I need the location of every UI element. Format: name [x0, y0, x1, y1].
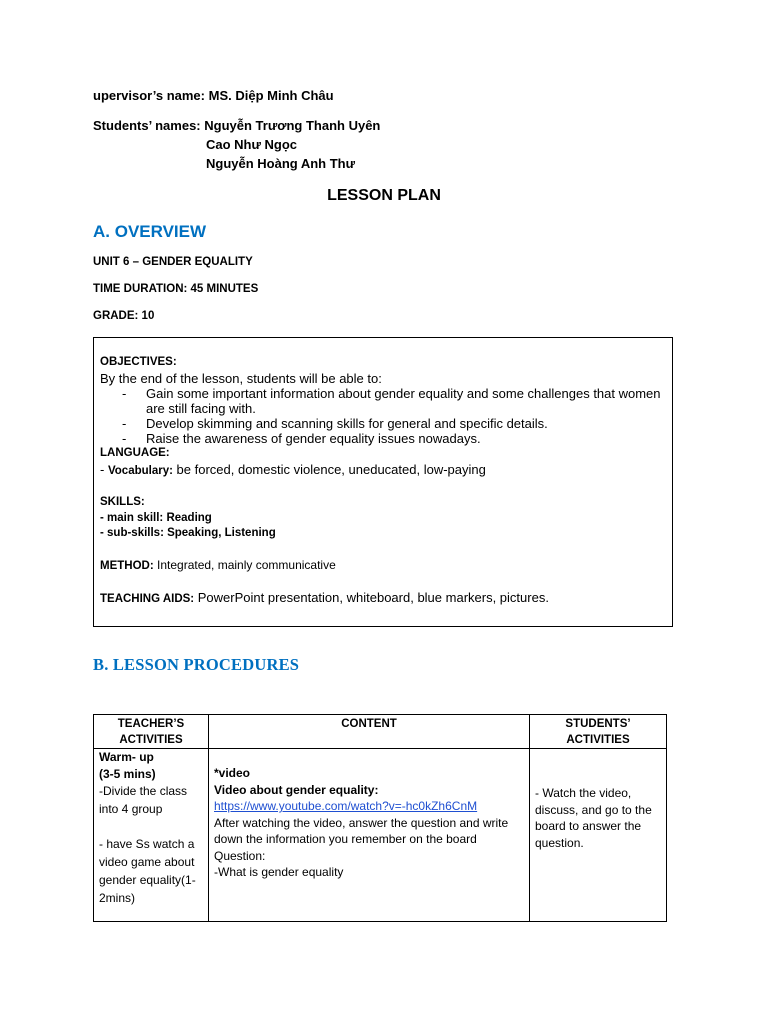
unit-label: UNIT 6 – GENDER EQUALITY	[93, 256, 253, 268]
header-teacher-activities: TEACHER’S ACTIVITIES	[94, 715, 209, 749]
objectives-intro: By the end of the lesson, students will be able to:	[100, 370, 382, 386]
language-label: LANGUAGE:	[100, 447, 170, 459]
objective-text: Raise the awareness of gender equality issues nowadays.	[146, 431, 481, 446]
content-cell	[209, 749, 530, 922]
objective-item	[100, 416, 666, 431]
students-activity-text: - Watch the video, discuss, and go to the board to answer the question.	[535, 786, 652, 850]
table-row	[94, 749, 667, 922]
students-label: Students’ names:	[93, 118, 201, 133]
objective-item	[100, 386, 666, 416]
question-label: Question:	[214, 848, 266, 863]
warmup-title: Warm- up	[99, 750, 154, 764]
objectives-label: OBJECTIVES:	[100, 356, 177, 368]
supervisor-name: MS. Diệp Minh Châu	[208, 88, 334, 103]
students-line	[93, 118, 380, 133]
header-students-activities: STUDENTS’ ACTIVITIES	[530, 715, 667, 749]
bullet-dash: -	[122, 431, 127, 446]
video-link[interactable]: https://www.youtube.com/watch?v=-hc0kZh6CnM	[214, 799, 478, 813]
supervisor-line	[93, 88, 334, 103]
objective-item	[100, 431, 666, 446]
procedures-table	[93, 714, 667, 922]
content-tag: *video	[214, 766, 251, 780]
method-line	[100, 558, 666, 575]
skills-label: SKILLS:	[100, 496, 145, 508]
page-title: LESSON PLAN	[327, 187, 441, 204]
student-name: Nguyễn Hoàng Anh Thư	[206, 156, 356, 171]
objective-text: Gain some important information about gender equality and some challenges that women are still facing with.	[146, 386, 661, 416]
question-text: -What is gender equality	[214, 865, 344, 879]
vocabulary-prefix: -	[100, 461, 108, 477]
section-a-heading: A. OVERVIEW	[93, 222, 207, 241]
teaching-aids-label: TEACHING AIDS:	[100, 593, 195, 605]
teaching-aids-text: PowerPoint presentation, whiteboard, blue markers, pictures.	[194, 590, 549, 605]
method-label: METHOD:	[100, 559, 154, 572]
sub-skills: - sub-skills: Speaking, Listening	[100, 527, 276, 539]
vocabulary-line	[100, 462, 666, 480]
warmup-time: (3-5 mins)	[99, 766, 156, 781]
table-header-row	[94, 715, 667, 749]
bullet-dash: -	[122, 386, 127, 401]
student-name: Cao Như Ngọc	[206, 137, 298, 152]
content-heading: Video about gender equality:	[214, 782, 379, 797]
header-content: CONTENT	[209, 715, 530, 749]
main-skill: - main skill: Reading	[100, 511, 212, 524]
teaching-aids-line	[100, 590, 666, 608]
students-activities-cell	[530, 749, 667, 922]
teacher-activities-cell	[94, 749, 209, 922]
bullet-dash: -	[122, 416, 127, 431]
teacher-step: - have Ss watch a video game about gender equality(1-2mins)	[99, 837, 196, 905]
method-text: Integrated, mainly communicative	[153, 557, 336, 572]
objective-text: Develop skimming and scanning skills for general and specific details.	[146, 416, 548, 431]
section-b-heading: B. LESSON PROCEDURES	[93, 655, 300, 674]
objectives-list	[100, 386, 666, 446]
vocabulary-text: be forced, domestic violence, uneducated, low-paying	[172, 461, 486, 477]
student-name: Nguyễn Trương Thanh Uyên	[204, 118, 381, 133]
content-instruction: After watching the video, answer the question and write down the information you remember on the board	[214, 815, 509, 846]
teacher-step: -Divide the class into 4 group	[99, 784, 188, 816]
vocabulary-label: Vocabulary:	[107, 464, 173, 477]
grade-label: GRADE: 10	[93, 310, 155, 322]
supervisor-label: upervisor’s name:	[93, 88, 205, 103]
duration-label: TIME DURATION: 45 MINUTES	[93, 283, 259, 295]
objectives-box	[93, 337, 673, 627]
